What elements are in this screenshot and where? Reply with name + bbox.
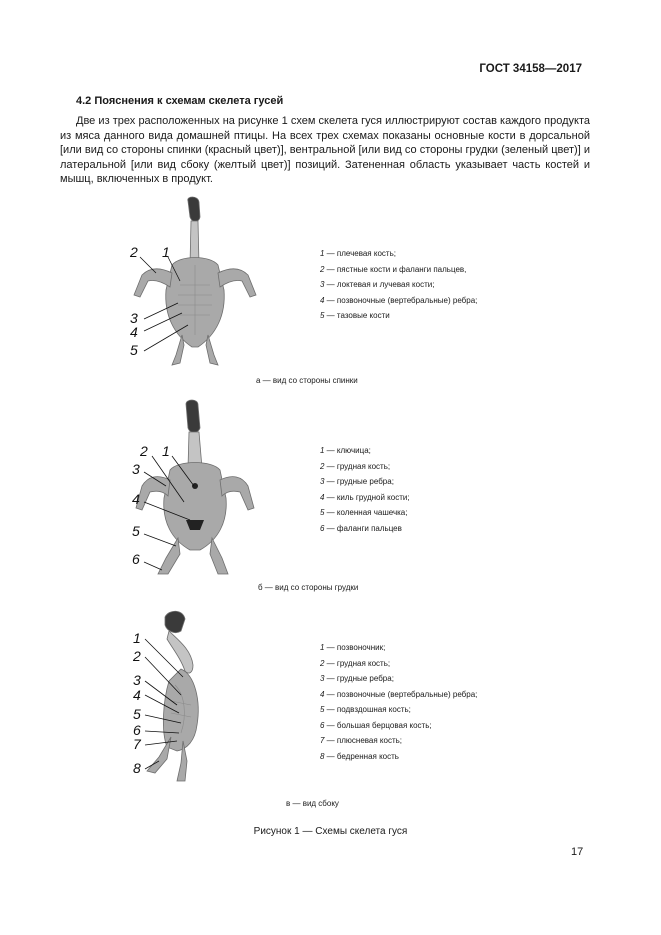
- figure-caption: Рисунок 1 — Схемы скелета гуся: [253, 826, 408, 837]
- figure-b-label: 5: [132, 523, 140, 539]
- legend-item: 5 — тазовые кости: [320, 311, 390, 320]
- figure-c-caption: в — вид сбоку: [286, 799, 339, 808]
- legend-item: 6 — фаланги пальцев: [320, 523, 402, 533]
- legend-item: 7 — плюсневая кость;: [320, 736, 403, 745]
- figure-a-label: 3: [130, 310, 138, 326]
- figure-b-label: 2: [140, 443, 148, 459]
- figure-b-label: 3: [132, 461, 140, 477]
- goose-skeleton-dorsal-illustration: [120, 195, 270, 375]
- legend-item: 4 — позвоночные (вертебральные) ребра;: [320, 689, 478, 699]
- figure-c-label: 1: [133, 630, 141, 646]
- legend-item: 3 — грудные ребра;: [320, 674, 394, 683]
- page-number: 17: [571, 846, 584, 858]
- legend-item: 4 — киль грудной кости;: [320, 492, 410, 502]
- figure-c-label: 6: [133, 722, 141, 738]
- section-heading: 4.2 Пояснения к схемам скелета гусей: [76, 95, 284, 107]
- legend-item: 8 — бедренная кость: [320, 751, 399, 761]
- figure-c-label: 5: [133, 706, 141, 722]
- figure-b-label: 4: [132, 491, 140, 507]
- goose-skeleton-ventral-illustration: [120, 398, 270, 583]
- figure-a-legend: [320, 246, 477, 324]
- standard-number: ГОСТ 34158—2017: [479, 63, 582, 75]
- figure-a-label: 5: [130, 342, 138, 358]
- legend-item: 3 — грудные ребра;: [320, 477, 394, 486]
- legend-item: 4 — позвоночные (вертебральные) ребра;: [320, 295, 478, 305]
- figure-a-label: 2: [130, 244, 138, 260]
- legend-item: 5 — подвздошная кость;: [320, 705, 411, 714]
- figure-c-label: 8: [133, 760, 141, 776]
- figure-b-label: 6: [132, 551, 140, 567]
- figure-a-label: 1: [162, 244, 170, 260]
- figure-c-label: 4: [133, 687, 141, 703]
- legend-item: 1 — позвоночник;: [320, 643, 386, 652]
- legend-item: 5 — коленная чашечка;: [320, 508, 408, 517]
- figure-c-label: 2: [133, 648, 141, 664]
- legend-item: 2 — грудная кость;: [320, 658, 391, 668]
- figure-c-label: 7: [133, 736, 141, 752]
- figure-a-label: 4: [130, 324, 138, 340]
- legend-item: 1 — плечевая кость;: [320, 249, 396, 258]
- figure-a-caption: а — вид со стороны спинки: [256, 376, 358, 385]
- figure-b-legend: [320, 443, 410, 536]
- legend-item: 3 — локтевая и лучевая кости;: [320, 280, 435, 289]
- legend-item: 6 — большая берцовая кость;: [320, 720, 432, 730]
- section-paragraph: Две из трех расположенных на рисунке 1 схем скелета гуся иллюстрируют состав каждого продукта из мяса данного вида домашней птицы. На всех трех схемах показаны основные кости в дорсальной [или вид со стороны спинки (красный цвет)], вентральной [или вид со стороны грудки (зеленый цвет)] и латеральной [или вид сбоку (желтый цвет)] позиций. Затененная область указывает часть костей и мышц, включенных в продукт.: [60, 115, 590, 186]
- legend-item: 2 — пястные кости и фаланги пальцев,: [320, 264, 467, 274]
- goose-skeleton-lateral-illustration: [125, 605, 235, 795]
- figure-c-legend: [320, 640, 477, 764]
- figure-c-label: 3: [133, 672, 141, 688]
- figure-b-label: 1: [162, 443, 170, 459]
- legend-item: 1 — ключица;: [320, 446, 371, 455]
- figure-b-caption: б — вид со стороны грудки: [258, 583, 359, 592]
- legend-item: 2 — грудная кость;: [320, 461, 391, 471]
